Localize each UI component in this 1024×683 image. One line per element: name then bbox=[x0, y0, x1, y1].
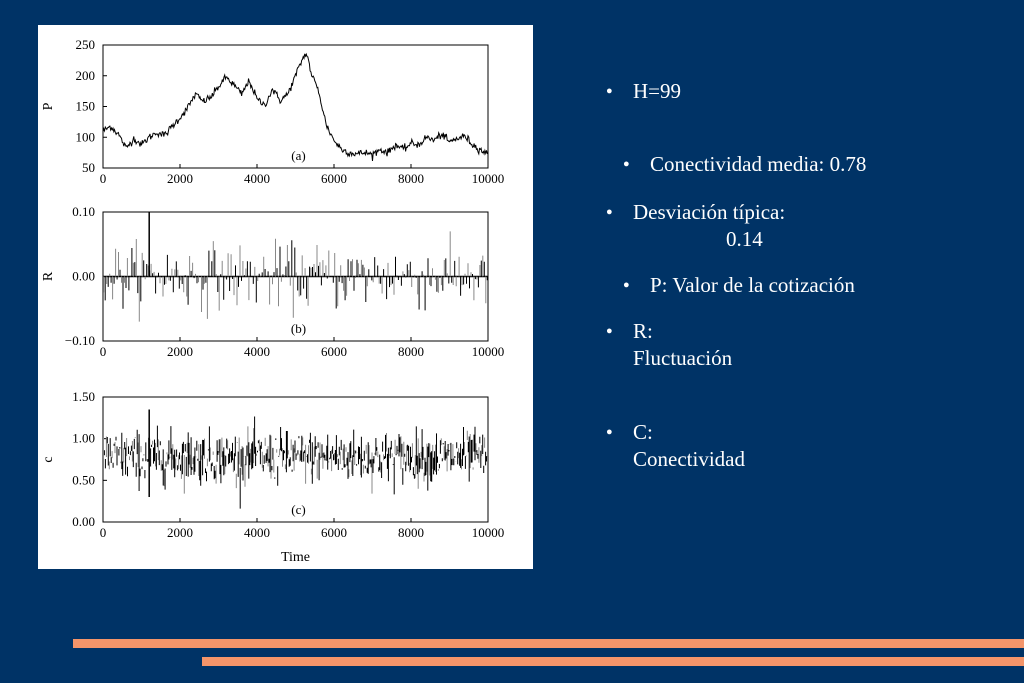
bullet-std bbox=[606, 199, 786, 253]
x-tick-label: 2000 bbox=[167, 344, 193, 359]
bullet-dot: ● bbox=[606, 206, 613, 218]
y-tick-label: −0.10 bbox=[64, 333, 95, 348]
y-tick-label: 1.00 bbox=[72, 430, 95, 446]
x-tick-label: 8000 bbox=[398, 525, 424, 540]
y-axis-label: R bbox=[41, 271, 56, 282]
x-tick-label: 10000 bbox=[471, 171, 505, 186]
bullet-text: Desviación típica: bbox=[633, 200, 786, 224]
y-axis-label: c bbox=[41, 456, 56, 463]
bullet-connectivity bbox=[623, 151, 867, 178]
x-tick-label: 2000 bbox=[167, 171, 193, 186]
panel-label: (b) bbox=[290, 321, 307, 336]
accent-bar-bottom bbox=[202, 657, 1024, 666]
bullet-text: R: bbox=[633, 319, 653, 343]
accent-bar-top bbox=[73, 639, 1024, 648]
bullet-subtext: Fluctuación bbox=[633, 346, 733, 370]
x-tick-label: 0 bbox=[99, 525, 107, 540]
y-tick-label: 0.00 bbox=[72, 514, 95, 529]
x-tick-label: 0 bbox=[99, 344, 107, 359]
bullet-dot: ● bbox=[606, 325, 613, 337]
bullet-text: C: bbox=[633, 420, 653, 444]
bullet-h bbox=[606, 78, 682, 105]
y-tick-label: 1.50 bbox=[72, 389, 95, 404]
x-tick-label: 6000 bbox=[321, 171, 347, 186]
y-tick-label: 250 bbox=[75, 37, 95, 52]
y-tick-label: 200 bbox=[75, 67, 95, 83]
bullet-subtext: Conectividad bbox=[633, 447, 745, 471]
panel-label: (a) bbox=[291, 148, 306, 163]
bullet-r bbox=[606, 318, 733, 372]
y-tick-label: 0.10 bbox=[72, 204, 95, 219]
x-tick-label: 6000 bbox=[321, 525, 347, 540]
panel-label: (c) bbox=[291, 502, 306, 517]
x-tick-label: 0 bbox=[99, 171, 107, 186]
x-tick-label: 6000 bbox=[321, 344, 347, 359]
x-tick-label: 2000 bbox=[167, 525, 193, 540]
bullet-dot: ● bbox=[623, 279, 630, 291]
bullet-p bbox=[623, 272, 855, 299]
bullet-c bbox=[606, 419, 745, 473]
x-tick-label: 8000 bbox=[398, 344, 424, 359]
y-tick-label: 150 bbox=[75, 98, 95, 114]
bullet-text: H=99 bbox=[633, 79, 682, 103]
x-tick-label: 4000 bbox=[244, 344, 270, 359]
bullet-dot: ● bbox=[606, 426, 613, 438]
bullet-text: Conectividad media: 0.78 bbox=[650, 152, 867, 176]
bullet-dot: ● bbox=[606, 85, 613, 97]
bullet-subtext: 0.14 bbox=[726, 227, 763, 251]
x-axis-label: Time bbox=[280, 550, 311, 565]
y-tick-label: 0.00 bbox=[72, 268, 95, 284]
x-tick-label: 4000 bbox=[244, 171, 270, 186]
bullet-dot: ● bbox=[623, 158, 630, 170]
x-tick-label: 10000 bbox=[471, 344, 505, 359]
bullet-text: P: Valor de la cotización bbox=[650, 273, 855, 297]
x-tick-label: 8000 bbox=[398, 171, 424, 186]
y-tick-label: 0.50 bbox=[72, 472, 95, 488]
y-axis-label: P bbox=[41, 102, 56, 111]
x-tick-label: 10000 bbox=[471, 525, 505, 540]
y-tick-label: 50 bbox=[82, 160, 95, 175]
x-tick-label: 4000 bbox=[244, 525, 270, 540]
y-tick-label: 100 bbox=[75, 129, 95, 145]
